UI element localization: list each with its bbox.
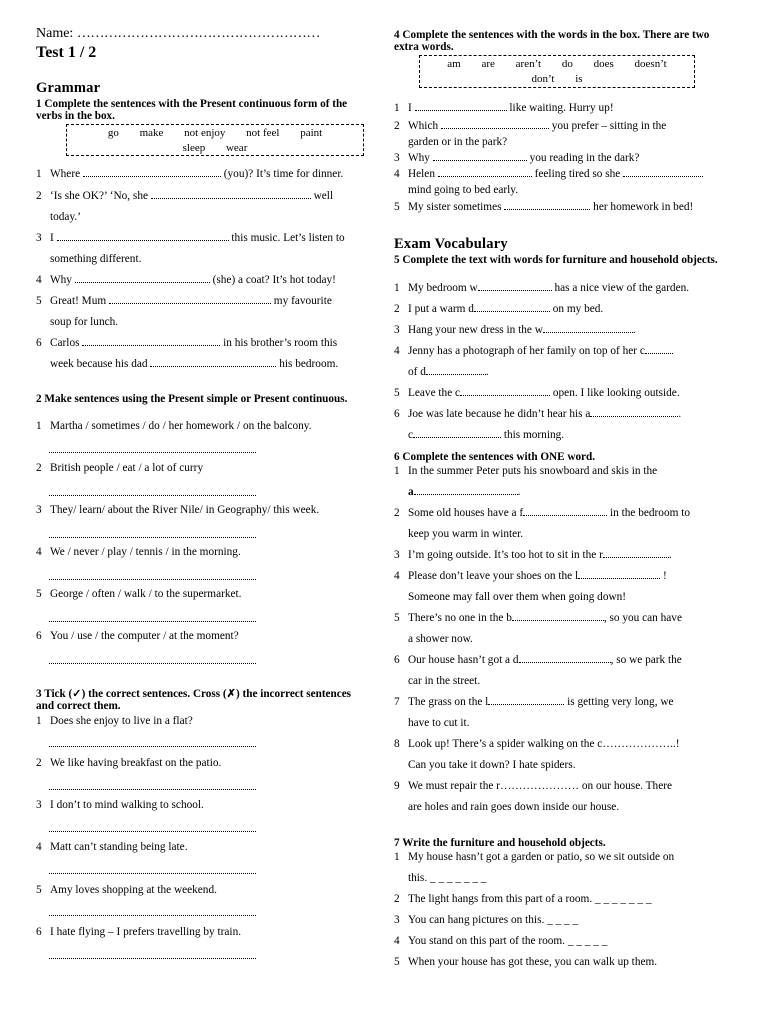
ex4-item: 1 I like waiting. Hurry up! [394, 102, 614, 114]
ex1-item: 6 Carlos in his brother’s room this week because his dad his bedroom. [36, 337, 339, 370]
ex7-item: 2 The light hangs from this part of a room. _ _ _ _ _ _ _ [394, 893, 652, 905]
ex2-item: 5 George / often / walk / to the supermarket. [36, 588, 242, 600]
vocab-heading: Exam Vocabulary [394, 236, 508, 252]
word: paint [300, 127, 323, 139]
answer-line[interactable] [49, 537, 256, 538]
answer-blank[interactable] [504, 200, 590, 210]
ex3-item: 1 Does she enjoy to live in a flat? [36, 715, 193, 727]
ex6-item: 6 Our house hasn’t got a d , so we park the car in the street. [394, 654, 682, 687]
word: does [593, 58, 614, 70]
ex4-item: 4 Helen feeling tired so she mind going to bed early. [394, 166, 734, 198]
ex2-item: 1 Martha / sometimes / do / her homework / on the balcony. [36, 420, 312, 432]
ex1-item: 1 Where (you)? It’s time for dinner. [36, 168, 344, 180]
answer-blank[interactable] [75, 273, 210, 283]
name-dots: ……………………………………………… [76, 26, 320, 41]
answer-blank[interactable] [512, 611, 604, 621]
answer-blank[interactable]: ………………..! [602, 738, 680, 750]
ex1-instruction: 1 Complete the sentences with the Present continuous form of the verbs in the box. [36, 98, 348, 122]
ex6-item: 9 We must repair the r………………… on our house. There are holes and rain goes down inside our house. [394, 780, 672, 813]
word: am [447, 58, 461, 70]
answer-blank[interactable] [438, 167, 532, 177]
answer-blank[interactable] [441, 119, 549, 129]
ex5-item: 1 My bedroom w has a nice view of the garden. [394, 282, 690, 294]
ex1-item: 5 Great! Mum my favourite soup for lunch. [36, 295, 332, 328]
answer-blank[interactable] [474, 302, 550, 312]
ex6-item: 2 Some old houses have a f in the bedroom to keep you warm in winter. [394, 507, 690, 540]
ex2-instruction: 2 Make sentences using the Present simple or Present continuous. [36, 393, 348, 405]
answer-blank[interactable] [645, 344, 673, 354]
ex7-item: 5 When your house has got these, you can walk up them. [394, 956, 658, 968]
answer-line[interactable] [49, 452, 256, 453]
ex5-item: 2 I put a warm d on my bed. [394, 303, 604, 315]
word: do [561, 58, 573, 70]
answer-blank[interactable] [426, 365, 486, 375]
ex3-item: 2 We like having breakfast on the patio. [36, 757, 222, 769]
ex1-item: 4 Why (she) a coat? It’s hot today! [36, 274, 336, 286]
ex3-item: 5 Amy loves shopping at the weekend. [36, 884, 217, 896]
answer-blank[interactable] [523, 506, 607, 516]
ex5-item: 3 Hang your new dress in the w . [394, 324, 636, 336]
answer-blank[interactable] [413, 428, 501, 438]
ex3-item: 6 I hate flying – I prefers travelling by train. [36, 926, 242, 938]
word: make [139, 127, 164, 139]
answer-blank[interactable] [603, 548, 669, 558]
ex2-item: 2 British people / eat / a lot of curry [36, 462, 204, 474]
ex7-instruction: 7 Write the furniture and household objects. [394, 837, 606, 849]
grammar-heading: Grammar [36, 80, 101, 96]
answer-blank[interactable] [543, 323, 633, 333]
answer-blank[interactable] [414, 485, 518, 495]
word: go [107, 127, 119, 139]
ex6-item: 7 The grass on the l is getting very long, we have to cut it. [394, 696, 674, 729]
answer-blank[interactable] [150, 357, 276, 367]
ex4-item: 5 My sister sometimes her homework in bed! [394, 201, 694, 213]
answer-blank[interactable] [519, 653, 611, 663]
answer-line[interactable] [49, 831, 256, 832]
ex4-item: 3 Why you reading in the dark? [394, 152, 640, 164]
word: not enjoy [184, 127, 226, 139]
answer-blank[interactable] [590, 407, 678, 417]
answer-line[interactable] [49, 915, 256, 916]
ex3-item: 3 I don’t to mind walking to school. [36, 799, 204, 811]
name-line [36, 26, 320, 42]
ex1-word-box [66, 124, 364, 156]
word: not feel [246, 127, 280, 139]
ex7-item: 1 My house hasn’t got a garden or patio, so we sit outside on this. _ _ _ _ _ _ _ [394, 851, 675, 884]
ex6-item: 8 Look up! There’s a spider walking on the c………………..! Can you take it down? I hate spiders. [394, 738, 680, 771]
answer-blank[interactable] [433, 151, 527, 161]
ex5-item: 4 Jenny has a photograph of her family on top of her c of d . [394, 341, 734, 383]
ex5-instruction: 5 Complete the text with words for furniture and household objects. [394, 254, 718, 266]
ex6-item: 5 There’s no one in the b , so you can have a shower now. [394, 612, 682, 645]
ex1-item: 3 I this music. Let’s listen to something different. [36, 232, 345, 265]
word: aren’t [515, 58, 542, 70]
ex2-item: 4 We / never / play / tennis / in the morning. [36, 546, 241, 558]
ex4-item: 2 Which you prefer – sitting in the garden or in the park? [394, 120, 667, 148]
ex7-item: 4 You stand on this part of the room. _ _ _ _ _ [394, 935, 608, 947]
ex6-instruction: 6 Complete the sentences with ONE word. [394, 451, 596, 463]
word: don’t [531, 73, 555, 85]
ex4-word-box [419, 55, 695, 88]
ex6-item: 1 In the summer Peter puts his snowboard and skis in the a . [394, 465, 658, 498]
word: are [481, 58, 495, 70]
answer-blank[interactable] [478, 281, 552, 291]
ex6-item: 3 I’m going outside. It’s too hot to sit in the r . [394, 549, 672, 561]
answer-blank[interactable] [415, 101, 507, 111]
ex2-item: 3 They/ learn/ about the River Nile/ in Geography/ this week. [36, 504, 320, 516]
answer-blank[interactable] [623, 167, 703, 177]
answer-blank[interactable] [83, 167, 221, 177]
answer-blank[interactable] [460, 386, 550, 396]
answer-line[interactable] [49, 746, 256, 747]
test-title: Test 1 / 2 [36, 44, 97, 61]
answer-blank[interactable] [109, 294, 271, 304]
ex6-item: 4 Please don’t leave your shoes on the l ! Someone may fall over them when going down! [394, 570, 667, 603]
answer-line[interactable] [49, 789, 256, 790]
word: doesn’t [634, 58, 667, 70]
word: wear [225, 142, 248, 154]
answer-blank[interactable] [151, 189, 311, 199]
answer-blank[interactable] [57, 231, 229, 241]
ex5-item: 5 Leave the c open. I like looking outside. [394, 387, 680, 399]
answer-blank[interactable] [82, 336, 220, 346]
name-label: Name: [36, 26, 74, 41]
word: is [575, 73, 583, 85]
answer-line[interactable] [49, 873, 256, 874]
answer-blank[interactable] [488, 695, 564, 705]
ex4-instruction: 4 Complete the sentences with the words in the box. There are two extra words. [394, 29, 710, 53]
ex3-item: 4 Matt can’t standing being late. [36, 841, 188, 853]
ex3-instruction: 3 Tick (✓) the correct sentences. Cross (✗) the incorrect sentences and correct them. [36, 688, 352, 712]
ex2-item: 6 You / use / the computer / at the moment? [36, 630, 239, 642]
answer-line[interactable] [49, 958, 256, 959]
word: sleep [182, 142, 206, 154]
answer-line[interactable] [49, 495, 256, 496]
ex1-item: 2 ‘Is she OK?’ ‘No, she well today.’ [36, 190, 334, 223]
answer-line[interactable] [49, 579, 256, 580]
answer-line[interactable] [49, 663, 256, 664]
ex7-item: 3 You can hang pictures on this. _ _ _ _ [394, 914, 579, 926]
ex5-item: 6 Joe was late because he didn’t hear his a . c this morning. [394, 408, 682, 441]
answer-line[interactable] [49, 621, 256, 622]
answer-blank[interactable]: ………………… on our house. There [499, 780, 672, 792]
answer-blank[interactable] [578, 569, 660, 579]
